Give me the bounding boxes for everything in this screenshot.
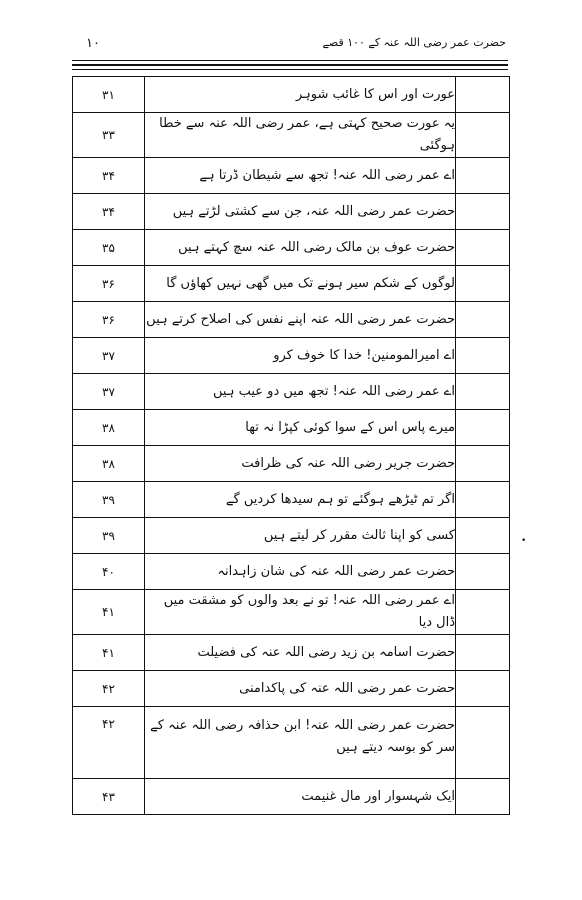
header-rule-thin [72,60,508,61]
header-rule-thick [72,64,508,66]
toc-entry-title: یہ عورت صحیح کہتی ہے، عمر رضی اللہ عنہ سے خطا ہوگئی [145,113,456,158]
toc-row [73,113,510,158]
toc-entry-title: حضرت عمر رضی اللہ عنہ! ابن حذافہ رضی اللہ عنہ کے سر کو بوسہ دیتے ہیں [145,707,456,779]
toc-row [73,158,510,194]
toc-page-number: ۴۲ [73,707,145,779]
toc-row [73,374,510,410]
toc-blank-cell [456,230,510,266]
toc-blank-cell [456,410,510,446]
toc-blank-cell [456,374,510,410]
toc-page-number: ۳۷ [73,374,145,410]
toc-entry-title: حضرت عمر رضی اللہ عنہ، جن سے کشتی لڑتے ہیں [145,194,456,230]
toc-entry-title: حضرت عمر رضی اللہ عنہ کی شان زاہدانہ [145,554,456,590]
toc-row [73,635,510,671]
toc-blank-cell [456,554,510,590]
toc-row [73,410,510,446]
toc-page-number: ۴۳ [73,779,145,815]
toc-blank-cell [456,338,510,374]
toc-entry-title: اگر تم ٹیڑھے ہوگئے تو ہم سیدھا کردیں گے [145,482,456,518]
toc-entry-title: حضرت عوف بن مالک رضی اللہ عنہ سچ کہتے ہیں [145,230,456,266]
header-rule-thin-lower [72,69,508,70]
toc-blank-cell [456,77,510,113]
toc-page-number: ۴۱ [73,590,145,635]
toc-row [73,707,510,779]
toc-page-number: ۳۶ [73,302,145,338]
toc-body [73,77,510,815]
toc-row [73,77,510,113]
stray-dot: • [521,536,527,546]
toc-blank-cell [456,158,510,194]
toc-row [73,302,510,338]
toc-blank-cell [456,590,510,635]
toc-page-number: ۳۸ [73,446,145,482]
toc-page-number: ۳۸ [73,410,145,446]
toc-entry-title: اے عمر رضی اللہ عنہ! تجھ میں دو عیب ہیں [145,374,456,410]
table-of-contents [72,76,510,815]
toc-page-number: ۳۵ [73,230,145,266]
toc-page-number: ۳۹ [73,518,145,554]
toc-row [73,194,510,230]
toc-row [73,338,510,374]
toc-page-number: ۳۶ [73,266,145,302]
page-header [72,32,508,54]
toc-blank-cell [456,302,510,338]
running-title: حضرت عمر رضی اللہ عنہ کے ۱۰۰ قصے [322,36,506,49]
toc-row [73,266,510,302]
toc-blank-cell [456,671,510,707]
toc-row [73,554,510,590]
toc-row [73,671,510,707]
toc-blank-cell [456,707,510,779]
toc-row [73,518,510,554]
toc-blank-cell [456,446,510,482]
toc-page-number: ۳۹ [73,482,145,518]
toc-blank-cell [456,266,510,302]
toc-blank-cell [456,518,510,554]
toc-entry-title: اے عمر رضی اللہ عنہ! تجھ سے شیطان ڈرتا ہے [145,158,456,194]
toc-page-number: ۴۱ [73,635,145,671]
page-number: ۱۰ [86,36,100,51]
toc-page-number: ۴۲ [73,671,145,707]
toc-page-number: ۳۴ [73,194,145,230]
toc-entry-title: اے عمر رضی اللہ عنہ! تو نے بعد والوں کو مشقت میں ڈال دیا [145,590,456,635]
toc-row [73,590,510,635]
toc-entry-title: حضرت اسامہ بن زید رضی اللہ عنہ کی فضیلت [145,635,456,671]
toc-blank-cell [456,113,510,158]
toc-entry-title: حضرت عمر رضی اللہ عنہ کی پاکدامنی [145,671,456,707]
toc-page-number: ۳۴ [73,158,145,194]
toc-blank-cell [456,194,510,230]
toc-entry-title: کسی کو اپنا ثالث مقرر کر لیتے ہیں [145,518,456,554]
toc-blank-cell [456,635,510,671]
toc-entry-title: حضرت جریر رضی اللہ عنہ کی ظرافت [145,446,456,482]
toc-page-number: ۳۳ [73,113,145,158]
toc-page-number: ۳۷ [73,338,145,374]
toc-page-number: ۳۱ [73,77,145,113]
toc-row [73,446,510,482]
toc-blank-cell [456,779,510,815]
toc-row [73,230,510,266]
toc-row [73,482,510,518]
toc-entry-title: اے امیرالمومنین! خدا کا خوف کرو [145,338,456,374]
toc-entry-title: لوگوں کے شکم سیر ہونے تک میں گھی نہیں کھاؤں گا [145,266,456,302]
toc-blank-cell [456,482,510,518]
toc-entry-title: ایک شہسوار اور مال غنیمت [145,779,456,815]
toc-entry-title: میرے پاس اس کے سوا کوئی کپڑا نہ تھا [145,410,456,446]
toc-row [73,779,510,815]
toc-page-number: ۴۰ [73,554,145,590]
toc-entry-title: عورت اور اس کا غائب شوہر [145,77,456,113]
toc-entry-title: حضرت عمر رضی اللہ عنہ اپنے نفس کی اصلاح کرتے ہیں [145,302,456,338]
